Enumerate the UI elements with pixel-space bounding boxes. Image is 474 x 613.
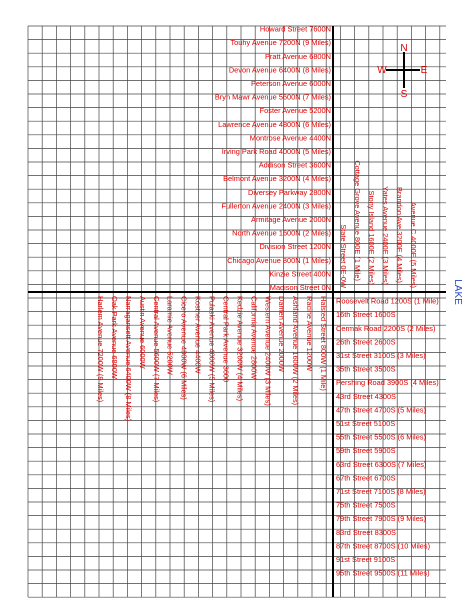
south-street-label: 83rd Street 8300S [336, 527, 396, 537]
south-street-label: 51st Street 5100S [336, 419, 396, 428]
south-street-label: 16th Street 1600S [336, 310, 396, 320]
north-street-label: Addison Street 3600N [258, 160, 331, 170]
west-street-label: Harlem Avenue 7200W (9 Miles) [96, 296, 105, 403]
east-street-label: Stony Island 1600E (2 Miles) [367, 190, 376, 285]
north-street-label: Peterson Avenue 6000N [251, 79, 331, 88]
north-street-label: Touhy Avenue 7200N (9 Miles) [230, 38, 331, 48]
compass-west: W [377, 65, 387, 76]
west-street-label: Cicero Avenue 4800W (6 Miles) [179, 296, 189, 400]
north-street-label: Diversey Parkway 2800N [248, 187, 331, 197]
west-street-label: Kostner Avenue 4400W [193, 296, 203, 374]
north-street-label: Division Street 1200N [259, 242, 331, 252]
south-street-label: 71st Street 7100S (8 Miles) [336, 487, 426, 496]
west-street-label: Racine Avenue 1200W [305, 296, 315, 372]
west-street-label: Laramie Avenue 5200W [165, 296, 175, 375]
south-street-label: 31st Street 3100S (3 Miles) [336, 351, 426, 360]
south-street-label: 59th Street 5900S [336, 446, 396, 456]
west-street-label: California Avenue 2800W [249, 296, 259, 380]
west-street-label: Central Park Avenue 3600 [221, 296, 231, 383]
south-street-label: 79th Street 7900S (9 Miles) [336, 514, 426, 524]
south-street-label: 55th Street 5500S (6 Miles) [336, 432, 426, 442]
east-street-label: State Street 0E-0W [339, 224, 348, 288]
south-street-label: 35th Street 3500S [336, 364, 396, 374]
west-street-label: Damen Avenue 2000W [277, 296, 287, 372]
south-street-label: Cermak Road 2200S (2 Miles) [336, 323, 436, 333]
east-street-label: Brandon Ave 3200E (4 Miles) [395, 187, 404, 283]
east-street-label: Yates Avenue 2400E (3 Miles) [381, 186, 390, 285]
north-street-label: Pratt Avenue 6800N [264, 51, 331, 61]
east-street-label: Cottage Grove Avenue 800E (1 Mile) [353, 160, 362, 281]
compass-east: E [420, 65, 428, 76]
north-street-label: Madison Street 0N [269, 283, 331, 292]
west-street-label: Oak Park Avenue 6800W [109, 296, 119, 379]
west-street-label: Halsted Street 800W (1 Mile) [319, 296, 328, 391]
south-street-label: 87th Street 8700S (10 Miles) [336, 541, 431, 551]
south-street-label: Roosevelt Road 1200S (1 Mile) [336, 296, 439, 306]
north-street-label: Devon Avenue 6400N (8 Miles) [228, 65, 331, 75]
south-street-label: 67th Street 6700S [336, 473, 396, 483]
west-street-label: Ashland Avenue 1600W (2 Miles) [291, 296, 301, 406]
west-street-label: Western Avenue 2400W (3 Miles) [263, 296, 273, 406]
south-street-label: 63rd Street 6300S (7 Miles) [336, 459, 427, 469]
north-street-label: Chicago Avenue 800N (1 Miles) [227, 255, 331, 265]
compass-rose [377, 43, 427, 100]
west-street-label: Narragansett Avenue 6400W (8 Miles) [123, 296, 133, 422]
south-street-label: 75th Street 7500S [336, 500, 396, 510]
south-street-label: Pershing Road 3900S (4 Miles) [336, 378, 439, 388]
south-street-label: 26th Street 2600S [336, 337, 396, 347]
north-street-label: Montrose Avenue 4400N [249, 133, 331, 143]
west-street-label: Austin Avenue 6000W [137, 296, 147, 369]
north-street-label: Bryn Mawr Avenue 5600N (7 Miles) [214, 92, 331, 102]
north-street-label: Foster Avenue 5200N [259, 106, 331, 116]
north-street-label: Howard Street 7600N [259, 24, 331, 34]
north-street-label: Irving Park Road 4000N (5 Miles) [221, 147, 331, 156]
west-street-label: Kedzie Avenue 3200W (4 Miles) [235, 296, 245, 402]
north-street-label: North Avenue 1600N (2 Miles) [232, 228, 331, 238]
north-street-label: Kinzie Street 400N [269, 269, 331, 279]
north-street-label: Armitage Avenue 2000N [251, 215, 331, 224]
south-street-label: 91st Street 9100S [336, 555, 396, 564]
south-street-label: 95th Street 9500S (11 Miles) [336, 568, 430, 578]
north-street-label: Fullerton Avenue 2400N (3 Miles) [221, 201, 331, 211]
lake-label: LAKE [452, 279, 463, 305]
south-street-label: 47th Street 4700S (5 Miles) [336, 405, 426, 415]
north-street-label: Lawrence Avenue 4800N (6 Miles) [218, 119, 331, 129]
west-street-label: Pulaski Avenue 4000W (5 Miles) [207, 296, 217, 403]
east-street-label: Avenue C 4000E (5 Miles) [409, 201, 418, 288]
west-street-label: Central Avenue 5600W (7 Miles) [151, 296, 161, 403]
south-street-label: 43rd Street 4300S [336, 391, 396, 401]
compass-north: N [400, 43, 408, 54]
compass-south: S [400, 89, 408, 100]
north-street-label: Belmont Avenue 3200N (4 Miles) [223, 174, 331, 184]
